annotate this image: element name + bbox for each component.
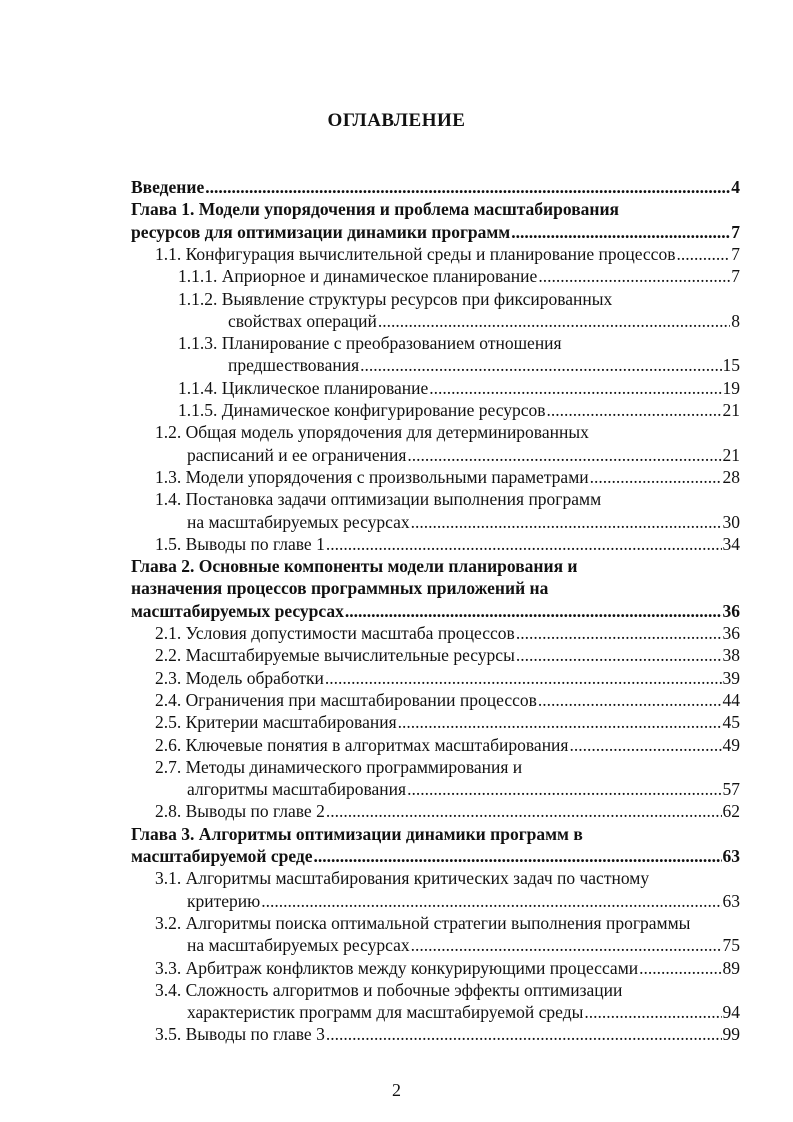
toc-entry-text: Глава 3. Алгоритмы оптимизации динамики программ в: [131, 823, 583, 844]
toc-entry-line: [131, 221, 740, 243]
toc-entry-line: [155, 421, 589, 443]
toc-entry-text: Глава 1. Модели упорядочения и проблема масштабирования: [131, 199, 620, 220]
toc-entry-text: 1.5. Выводы по главе 1: [155, 533, 325, 554]
toc-entry-line: [155, 867, 649, 889]
toc-entry-line: [155, 533, 740, 555]
toc-entry-text: 1.4. Постановка задачи оптимизации выполнения программ: [155, 489, 602, 510]
toc-page-number: 89: [722, 957, 740, 978]
toc-entry-text: Введение: [131, 177, 205, 197]
dot-leader: [429, 377, 721, 399]
toc-page-number: 21: [722, 400, 740, 420]
toc-entry-line: [228, 354, 740, 376]
toc-entry-text: 2.1. Условия допустимости масштаба процессов: [155, 623, 515, 643]
toc-page-number: 49: [722, 734, 740, 755]
toc-page-number: 30: [722, 511, 740, 532]
dot-leader: [590, 466, 722, 488]
dot-leader: [326, 1023, 722, 1045]
toc-entry-text: 2.5. Критерии масштабирования: [155, 712, 397, 733]
toc-entry-line: [187, 890, 740, 912]
toc-entry-line: [155, 689, 740, 711]
toc-entry-text: предшествования: [228, 355, 360, 376]
toc-page-number: 7: [731, 221, 740, 242]
toc-entry-text: на масштабируемых ресурсах: [187, 935, 410, 956]
dot-leader: [407, 778, 721, 800]
dot-leader: [584, 1001, 721, 1023]
toc-page-number: 36: [722, 623, 740, 643]
toc-entry-line: [155, 734, 740, 756]
toc-entry-line: [155, 466, 740, 488]
dot-leader: [326, 800, 722, 822]
toc-entry-line: [155, 912, 690, 934]
toc-page-number: 63: [722, 890, 740, 911]
toc-entry-text: ресурсов для оптимизации динамики программ: [131, 221, 511, 242]
toc-entry-text: 3.1. Алгоритмы масштабирования критических задач по частному: [155, 868, 650, 889]
toc-entry-text: 1.1.3. Планирование с преобразованием отношения: [178, 333, 562, 354]
toc-page-number: 15: [722, 355, 740, 376]
dot-leader: [538, 689, 722, 711]
dot-leader: [411, 934, 722, 956]
toc-page-number: 21: [722, 444, 740, 465]
toc-page-number: 94: [722, 1002, 740, 1023]
toc-entry-line: [187, 444, 740, 466]
dot-leader: [407, 444, 721, 466]
toc-entry-line: [178, 265, 740, 287]
toc-entry-line: [187, 511, 740, 533]
toc-entry-line: [178, 288, 612, 310]
toc-entry-text: 1.1. Конфигурация вычислительной среды и планирование процессов: [155, 243, 676, 264]
dot-leader: [538, 265, 730, 287]
toc-entry-text: 2.3. Модель обработки: [155, 667, 324, 688]
toc-entry-text: алгоритмы масштабирования: [187, 779, 407, 800]
toc-entry-text: 1.1.1. Априорное и динамическое планирование: [178, 266, 538, 287]
dot-leader: [511, 221, 730, 243]
toc-entry-line: [131, 600, 740, 622]
toc-entry-text: 1.3. Модели упорядочения с произвольными параметрами: [155, 466, 589, 487]
toc-page-number: 63: [722, 846, 740, 866]
toc-entry-line: [155, 667, 740, 689]
dot-leader: [639, 957, 721, 979]
toc-page-number: 38: [722, 645, 740, 666]
dot-leader: [326, 533, 722, 555]
dot-leader: [325, 667, 722, 689]
toc-entry-line: [155, 1023, 740, 1045]
toc-entry-text: 3.3. Арбитраж конфликтов между конкурирующими процессами: [155, 957, 639, 978]
dot-leader: [569, 734, 721, 756]
toc-page-number: 62: [722, 801, 740, 822]
toc-entry-line: [155, 979, 622, 1001]
toc-entry-line: [178, 332, 562, 354]
dot-leader: [516, 622, 722, 644]
toc-entry-line: [178, 377, 740, 399]
toc-entry-text: назначения процессов программных приложений на: [131, 578, 549, 599]
toc-entry-text: расписаний и ее ограничения: [187, 444, 407, 465]
page-title: ОГЛАВЛЕНИЕ: [327, 110, 466, 131]
dot-leader: [360, 354, 721, 376]
toc-entry-line: [228, 310, 740, 332]
dot-leader: [411, 511, 722, 533]
toc-page-number: 4: [731, 177, 740, 197]
toc-entry-line: [187, 934, 740, 956]
toc-page-number: 19: [722, 377, 740, 398]
toc-entry-text: 2.6. Ключевые понятия в алгоритмах масштабирования: [155, 734, 569, 755]
toc-page-number: 57: [722, 779, 740, 800]
toc-page-number: 75: [722, 935, 740, 956]
toc-entry-text: 2.7. Методы динамического программирования и: [155, 756, 523, 777]
toc-page-number: 8: [731, 310, 740, 331]
toc-entry-text: 1.1.2. Выявление структуры ресурсов при фиксированных: [178, 288, 613, 309]
toc-entry-text: масштабируемой среде: [131, 846, 313, 866]
toc-entry-text: 1.1.5. Динамическое конфигурирование ресурсов: [178, 400, 546, 420]
toc-entry-text: 3.4. Сложность алгоритмов и побочные эффекты оптимизации: [155, 979, 623, 1000]
dot-leader: [547, 399, 722, 421]
toc-entry-line: [155, 711, 740, 733]
toc-page-number: 28: [722, 466, 740, 487]
toc-entry-text: 3.5. Выводы по главе 3: [155, 1024, 325, 1045]
toc-entry-text: 1.1.4. Циклическое планирование: [178, 377, 429, 398]
toc-entry-line: [155, 488, 601, 510]
toc-entry-line: [155, 957, 740, 979]
toc-entry-text: Глава 2. Основные компоненты модели планирования и: [131, 556, 578, 577]
toc-entry-line: [131, 555, 578, 577]
toc-entry-text: 2.8. Выводы по главе 2: [155, 801, 325, 822]
dot-leader: [205, 176, 730, 198]
toc-entry-line: [131, 845, 740, 867]
toc-entry-text: характеристик программ для масштабируемой среды: [187, 1002, 584, 1023]
dot-leader: [516, 644, 722, 666]
toc-page-number: 39: [722, 667, 740, 688]
dot-leader: [676, 243, 730, 265]
toc-entry-line: [131, 823, 583, 845]
toc-page-number: 44: [722, 689, 740, 710]
toc-entry-line: [131, 176, 740, 198]
toc-entry-line: [131, 577, 548, 599]
dot-leader: [314, 845, 722, 867]
toc-entry-line: [155, 756, 522, 778]
dot-leader: [345, 600, 722, 622]
dot-leader: [378, 310, 730, 332]
toc-entry-text: свойствах операций: [228, 310, 377, 331]
toc-entry-text: 2.4. Ограничения при масштабировании процессов: [155, 689, 537, 710]
toc-page-number: 34: [722, 533, 740, 554]
toc-page-number: 45: [722, 712, 740, 733]
page-number: 2: [392, 1080, 401, 1100]
toc-entry-text: 2.2. Масштабируемые вычислительные ресурсы: [155, 645, 515, 666]
toc-page-number: 36: [722, 600, 740, 621]
toc-entry-text: 3.2. Алгоритмы поиска оптимальной стратегии выполнения программы: [155, 912, 691, 933]
toc-entry-line: [187, 778, 740, 800]
toc-entry-text: 1.2. Общая модель упорядочения для детерминированных: [155, 422, 589, 443]
toc-entry-text: масштабируемых ресурсах: [131, 600, 344, 621]
toc-entry-line: [187, 1001, 740, 1023]
toc-entry-line: [178, 399, 740, 421]
toc-entry-text: критерию: [187, 890, 261, 911]
dot-leader: [261, 890, 721, 912]
toc-page-number: 7: [731, 266, 740, 287]
dot-leader: [398, 711, 722, 733]
toc-entry-line: [155, 800, 740, 822]
toc-entry-line: [155, 622, 740, 644]
toc-entry-line: [155, 243, 740, 265]
toc-entry-line: [155, 644, 740, 666]
toc-entry-line: [131, 198, 619, 220]
toc-entry-text: на масштабируемых ресурсах: [187, 511, 410, 532]
toc-page-number: 99: [722, 1024, 740, 1045]
toc-page-number: 7: [731, 243, 740, 264]
